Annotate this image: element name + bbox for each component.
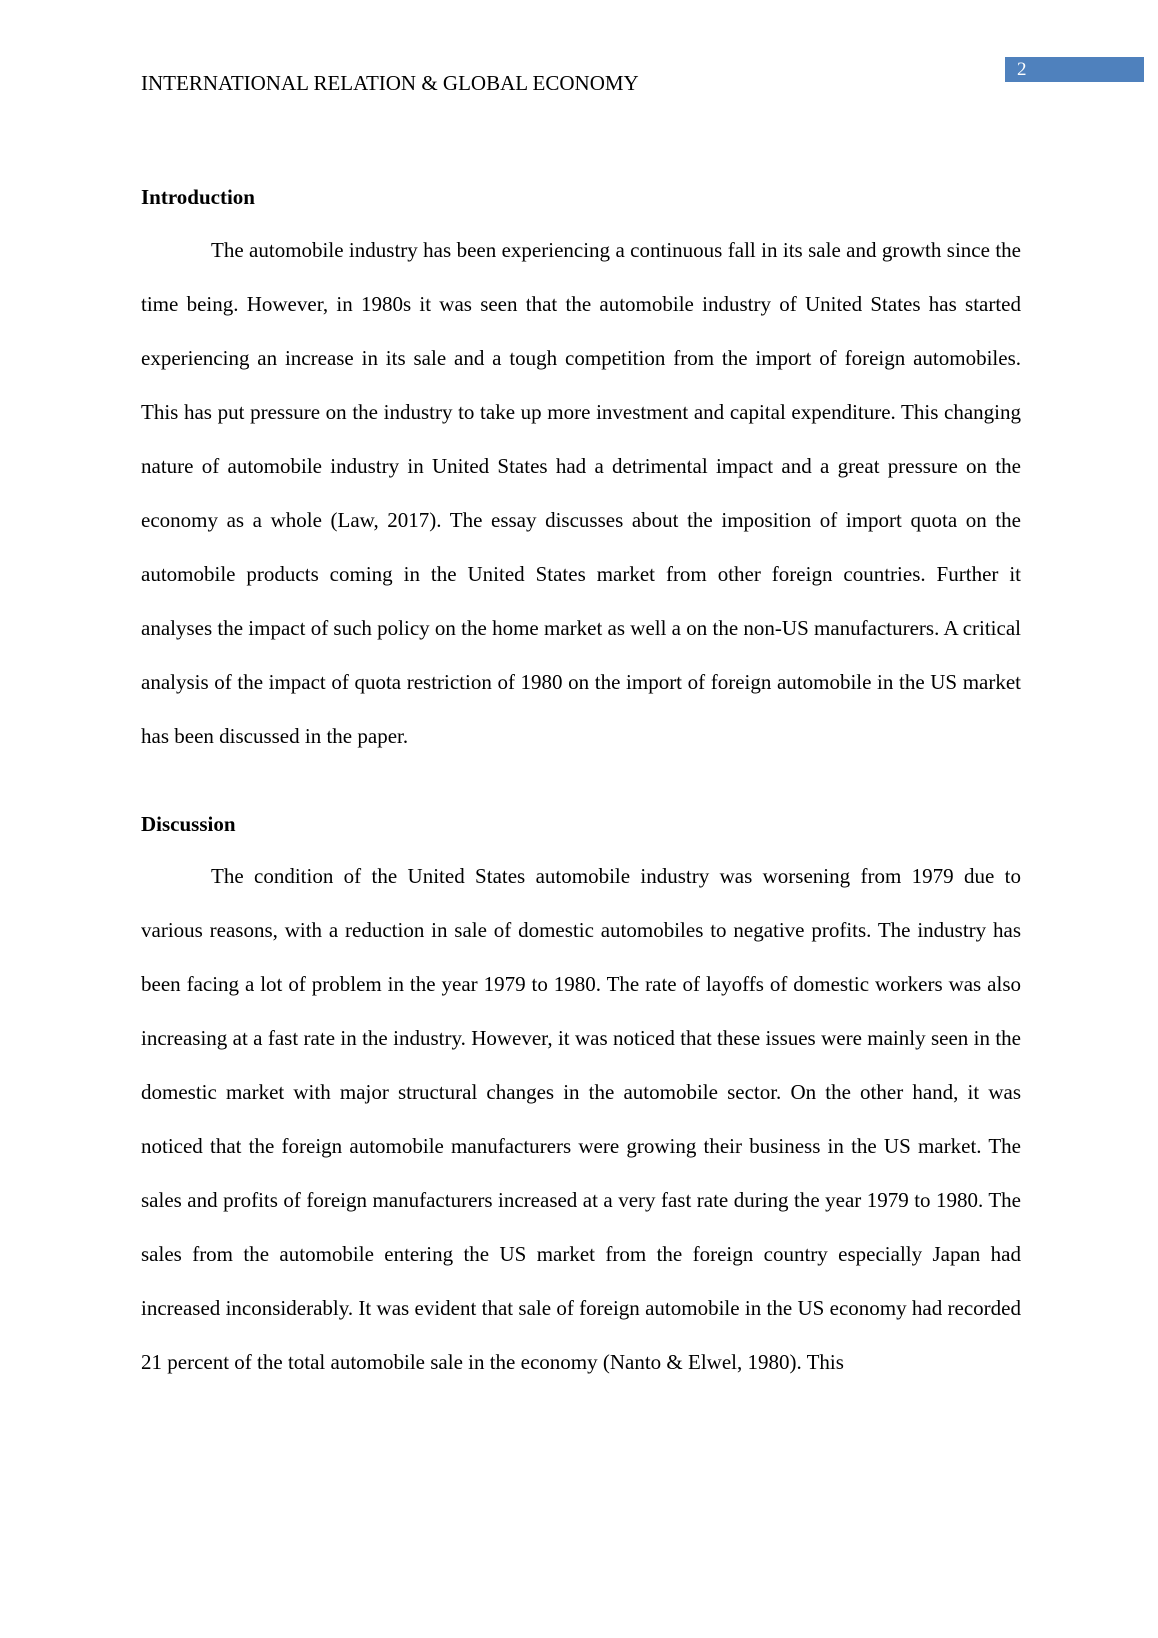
introduction-paragraph: The automobile industry has been experiencing a continuous fall in its sale and growth since the time being. However, in 1980s it was seen that the automobile industry of United States has started experiencing an increase in its sale and a tough competition from the import of foreign automobiles. This has put pressure on the industry to take up more investment and capital expenditure. This changing nature of automobile industry in United States had a detrimental impact and a great pressure on the economy as a whole (Law, 2017). The essay discusses about the imposition of import quota on the automobile products coming in the United States market from other foreign countries. Further it analyses the impact of such policy on the home market as well a on the non-US manufacturers. A critical analysis of the impact of quota restriction of 1980 on the import of foreign automobile in the US market has been discussed in the paper. [141, 238, 1021, 748]
running-head: INTERNATIONAL RELATION & GLOBAL ECONOMY [141, 71, 639, 95]
page-number: 2 [1005, 57, 1144, 82]
section-heading-discussion: Discussion [141, 812, 236, 836]
section-heading-introduction: Introduction [141, 185, 255, 209]
document-body [141, 182, 1021, 1389]
discussion-paragraph: The condition of the United States automobile industry was worsening from 1979 due to various reasons, with a reduction in sale of domestic automobiles to negative profits. The industry has been facing a lot of problem in the year 1979 to 1980. The rate of layoffs of domestic workers was also increasing at a fast rate in the industry. However, it was noticed that these issues were mainly seen in the domestic market with major structural changes in the automobile sector. On the other hand, it was noticed that the foreign automobile manufacturers were growing their business in the US market. The sales and profits of foreign manufacturers increased at a very fast rate during the year 1979 to 1980. The sales from the automobile entering the US market from the foreign country especially Japan had increased inconsiderably. It was evident that sale of foreign automobile in the US economy had recorded 21 percent of the total automobile sale in the economy (Nanto & Elwel, 1980). This [141, 864, 1021, 1374]
